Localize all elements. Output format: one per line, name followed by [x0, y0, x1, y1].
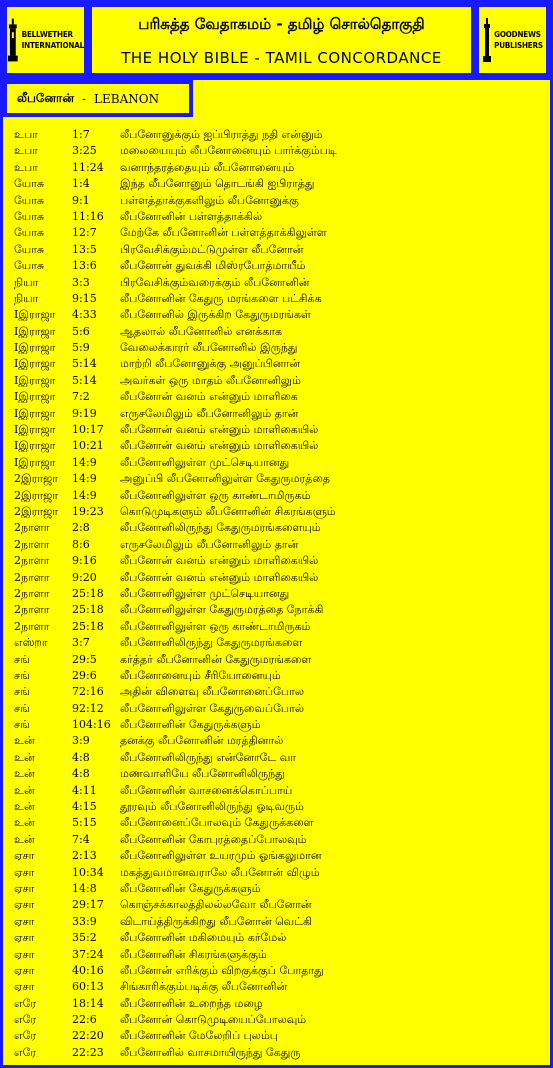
list-item — [14, 570, 544, 586]
entry-book: நியா — [14, 291, 39, 305]
entry-reference: 33:9 — [72, 914, 97, 928]
entry-reference: 29:5 — [72, 652, 97, 666]
entry-reference: 2:13 — [72, 849, 97, 863]
list-item — [14, 996, 544, 1012]
entry-book: உன் — [14, 734, 35, 748]
entry-book: Iஇராஜா — [14, 357, 56, 371]
entry-reference: 4:33 — [72, 308, 97, 322]
entry-text: கொஞ்சக்காலத்திலல்லவோ லீபனோன் — [120, 898, 312, 912]
entry-book: யோசு — [14, 193, 45, 207]
entry-reference: 8:6 — [72, 537, 90, 551]
entry-book: 2நாளா — [14, 603, 50, 617]
entry-book: உபா — [14, 128, 38, 141]
entry-text: மேற்கே லீபனோனின் பள்ளத்தாக்கிலுள்ள — [120, 226, 327, 240]
list-item — [14, 176, 544, 192]
entry-text: லீபனோனின் வாசனைக்கொப்பாய் — [120, 783, 293, 797]
entry-text: லீபனோனின் கோபுரத்தைப்போலவும் — [120, 832, 307, 846]
entry-text: லீபனோனின் சிகரங்களுக்கும் — [120, 947, 267, 961]
entry-reference: 19:23 — [72, 504, 104, 518]
list-item — [14, 1028, 544, 1044]
entry-text: வனாந்தரத்தையும் லீபனோனையும் — [120, 160, 295, 174]
entry-reference: 3:25 — [72, 144, 97, 158]
entry-reference: 9:16 — [72, 554, 97, 568]
tower-icon — [482, 18, 492, 62]
entry-text: லீபனோனின் கேதுருக்களும் — [120, 718, 261, 732]
list-item — [14, 520, 544, 536]
entry-book: 2நாளா — [14, 554, 50, 568]
entry-reference: 22:23 — [72, 1045, 104, 1059]
entry-reference: 13:5 — [72, 242, 97, 256]
list-item — [14, 488, 544, 504]
entry-text: லீபனோனிலுள்ள ஒரு காண்டாமிருகம் — [120, 488, 311, 502]
list-item — [14, 897, 544, 913]
entry-book: Iஇராஜா — [14, 439, 56, 453]
entry-text: அனுப்பி லீபனோனிலுள்ள கேதுருமரத்தை — [120, 472, 330, 486]
publisher-name-line: BELLWETHER — [21, 30, 73, 39]
entry-text: எருசலேமிலும் லீபனோனிலும் தான் — [120, 537, 299, 551]
entry-book: 2இராஜா — [14, 488, 59, 502]
entry-book: ஏசா — [14, 849, 35, 863]
list-item — [14, 733, 544, 749]
list-item — [14, 930, 544, 946]
entry-text: லீபனோன் வனம் என்னும் மாளிகையில் — [120, 423, 319, 437]
entry-reference: 5:14 — [72, 373, 97, 387]
entry-book: 2நாளா — [14, 586, 50, 600]
entry-text: லீபனோனையும் சீரியோனையும் — [120, 668, 281, 682]
entry-text: அதின் விளைவு லீபனோனைப்போல — [120, 685, 304, 699]
list-item — [14, 438, 544, 454]
entry-book: உன் — [14, 783, 35, 797]
list-item — [14, 553, 544, 569]
list-item — [14, 799, 544, 815]
entry-text: லீபனோன் வனம் என்னும் மாளிகையில் — [120, 554, 319, 568]
list-item — [14, 143, 544, 159]
entry-reference: 29:6 — [72, 668, 97, 682]
entry-book: Iஇராஜா — [14, 390, 56, 404]
entry-book: உபா — [14, 144, 38, 158]
publisher-name-line: PUBLISHERS — [494, 41, 543, 50]
entry-book: 2இராஜா — [14, 472, 59, 486]
entry-book: எரே — [14, 1045, 37, 1059]
list-item — [14, 815, 544, 831]
entry-text: லீபனோனிலுள்ள உயரமும் ஓங்கலுமான — [120, 849, 322, 863]
list-item — [14, 373, 544, 389]
entry-book: சங் — [14, 718, 30, 732]
entry-reference: 14:9 — [72, 455, 97, 469]
title-banner — [88, 3, 475, 77]
entry-book: 2இராஜா — [14, 504, 59, 518]
list-item — [14, 537, 544, 553]
list-item — [14, 193, 544, 209]
entry-reference: 4:11 — [72, 783, 97, 797]
entry-text: லீபனோனிலுள்ள ஒரு காண்டாமிருகம் — [120, 619, 311, 633]
entry-book: யோசு — [14, 177, 45, 191]
entry-book: ஏசா — [14, 931, 35, 945]
entry-reference: 1:7 — [72, 128, 90, 141]
list-item — [14, 258, 544, 274]
entry-reference: 22:20 — [72, 1029, 104, 1043]
entry-book: உன் — [14, 800, 35, 814]
entry-book: ஏசா — [14, 947, 35, 961]
entry-text: கொடுமுடிகளும் லீபனோனின் சிகரங்களும் — [120, 504, 336, 518]
entry-text: லீபனோனிலிருந்து கேதுருமரங்களையும் — [120, 521, 321, 535]
entry-book: Iஇராஜா — [14, 406, 56, 420]
entry-text: பிரவேசிக்கும்வரைக்கும் லீபனோனின் — [120, 275, 310, 289]
entry-book: சங் — [14, 685, 30, 699]
entry-text: லீபனோனிலுள்ள கேதுருமரத்தை நோக்கி — [120, 603, 324, 617]
entry-text: லீபனோனிலிருந்து என்னோடே வா — [120, 750, 297, 764]
entry-reference: 18:14 — [72, 996, 104, 1010]
list-item — [14, 783, 544, 799]
entry-book: எரே — [14, 1029, 37, 1043]
list-item — [14, 602, 544, 618]
entry-text: லீபனோனிலுள்ள முட்செடியானது — [120, 455, 290, 469]
entry-text: லீபனோன் எரிக்கும் விறகுக்குப் போதாது — [120, 963, 324, 977]
list-item — [14, 668, 544, 684]
entry-reference: 25:18 — [72, 619, 104, 633]
list-item — [14, 832, 544, 848]
topic-english: LEBANON — [94, 91, 160, 106]
publisher-logo-right — [475, 3, 550, 77]
publisher-name-line: GOODNEWS — [494, 30, 541, 39]
list-item — [14, 209, 544, 225]
entry-text: விடாய்த்திருக்கிறது லீபனோன் வெட்கி — [120, 914, 312, 928]
entry-text: லீபனோனின் கேதுருக்களும் — [120, 881, 261, 895]
list-item — [14, 1045, 544, 1061]
list-item — [14, 356, 544, 372]
list-item — [14, 504, 544, 520]
entry-book: உன் — [14, 832, 35, 846]
entry-text: ஆதலால் லீபனோனில் எனக்காக — [120, 324, 283, 338]
entry-book: உன் — [14, 767, 35, 781]
entry-reference: 2:8 — [72, 521, 90, 535]
entry-reference: 60:13 — [72, 980, 104, 994]
list-item — [14, 979, 544, 995]
topic-separator: - — [81, 91, 87, 106]
entry-book: சங் — [14, 652, 30, 666]
entry-reference: 14:9 — [72, 488, 97, 502]
list-item — [14, 848, 544, 864]
list-item — [14, 947, 544, 963]
entry-reference: 4:8 — [72, 767, 90, 781]
list-item — [14, 455, 544, 471]
entry-book: எரே — [14, 996, 37, 1010]
entry-text: லீபனோன் வனம் என்னும் மாளிகையில் — [120, 439, 319, 453]
list-item — [14, 619, 544, 635]
entry-reference: 25:18 — [72, 603, 104, 617]
entry-book: Iஇராஜா — [14, 308, 56, 322]
entry-text: மணவாளியே லீபனோனிலிருந்து — [120, 767, 285, 781]
list-item — [14, 717, 544, 733]
entry-text: லீபனோனிலுள்ள முட்செடியானது — [120, 586, 290, 600]
topic-heading — [3, 80, 193, 117]
entry-book: Iஇராஜா — [14, 324, 56, 338]
list-item — [14, 291, 544, 307]
entry-text: லீபனோனின் கேதுரு மரங்களை பட்சிக்க — [120, 291, 322, 305]
entry-text: கர்த்தர் லீபனோனின் கேதுருமரங்களை — [120, 652, 312, 666]
list-item — [14, 340, 544, 356]
entry-book: யோசு — [14, 259, 45, 273]
entry-reference: 92:12 — [72, 701, 104, 715]
entry-book: Iஇராஜா — [14, 423, 56, 437]
entry-book: சங் — [14, 668, 30, 682]
entry-reference: 9:20 — [72, 570, 97, 584]
entry-book: உன் — [14, 816, 35, 830]
entry-book: ஏசா — [14, 881, 35, 895]
entry-reference: 3:9 — [72, 734, 90, 748]
entry-book: Iஇராஜா — [14, 455, 56, 469]
entry-reference: 104:16 — [72, 718, 111, 732]
entry-reference: 7:2 — [72, 390, 90, 404]
bell-tower-icon — [7, 18, 19, 62]
entry-reference: 14:9 — [72, 472, 97, 486]
entry-reference: 25:18 — [72, 586, 104, 600]
entry-book: Iஇராஜா — [14, 373, 56, 387]
entry-text: லீபனோனின் மகிமையும் கர்மேல் — [120, 931, 287, 945]
entry-text: மாற்றி லீபனோனுக்கு அனுப்பினான் — [120, 357, 300, 371]
entry-text: லீபனோன் கொடுமுடியைப்போலவும் — [120, 1013, 307, 1027]
entry-reference: 9:1 — [72, 193, 90, 207]
entry-book: உன் — [14, 750, 35, 764]
entry-reference: 10:21 — [72, 439, 104, 453]
entry-reference: 35:2 — [72, 931, 97, 945]
entry-book: ஏசா — [14, 980, 35, 994]
entry-reference: 14:8 — [72, 881, 97, 895]
entry-book: 2நாளா — [14, 521, 50, 535]
entry-reference: 7:4 — [72, 832, 90, 846]
list-item — [14, 242, 544, 258]
entry-text: லீபனோனின் மேலேறிப் புலம்பு — [120, 1029, 278, 1043]
list-item — [14, 586, 544, 602]
entry-reference: 11:24 — [72, 160, 104, 174]
entry-reference: 9:19 — [72, 406, 97, 420]
entry-text: லீபனோன் வனம் என்னும் மாளிகை — [120, 390, 298, 404]
entry-book: எஸ்றா — [14, 636, 48, 650]
entry-reference: 12:7 — [72, 226, 97, 240]
entry-reference: 5:6 — [72, 324, 90, 338]
entry-text: லீபனோனைப்போலவும் கேதுருக்களை — [120, 816, 314, 830]
list-item — [14, 406, 544, 422]
list-item — [14, 881, 544, 897]
entry-book: Iஇராஜா — [14, 341, 56, 355]
entry-book: சங் — [14, 701, 30, 715]
entry-text: பள்ளத்தாக்குகளிலும் லீபனோனுக்கு — [120, 193, 299, 207]
entry-book: யோசு — [14, 209, 45, 223]
list-item — [14, 471, 544, 487]
list-item — [14, 766, 544, 782]
publisher-logo-left — [3, 3, 88, 77]
entry-text: லீபனோனிலிருந்து கேதுருமரங்களை — [120, 636, 303, 650]
title-english: THE HOLY BIBLE - TAMIL CONCORDANCE — [121, 49, 442, 67]
entry-text: இந்த லீபனோனும் தொடங்கி ஐபிராத்து — [120, 177, 315, 191]
entry-reference: 4:15 — [72, 800, 97, 814]
entry-text: லீபனோன் துவக்கி மிஸ்ரபோத்மாயீம் — [120, 259, 306, 273]
entry-text: வேலைக்காரர் லீபனோனில் இருந்து — [120, 341, 298, 355]
entry-reference: 37:24 — [72, 947, 104, 961]
entry-reference: 5:14 — [72, 357, 97, 371]
list-item — [14, 963, 544, 979]
entry-book: நியா — [14, 275, 39, 289]
publisher-name-line: INTERNATIONAL — [21, 41, 84, 50]
entry-reference: 3:7 — [72, 636, 90, 650]
topic-tamil: லீபனோன் — [17, 90, 74, 105]
list-item — [14, 307, 544, 323]
entry-reference: 40:16 — [72, 963, 104, 977]
entry-reference: 10:17 — [72, 423, 104, 437]
list-item — [14, 635, 544, 651]
entry-reference: 4:8 — [72, 750, 90, 764]
entry-book: ஏசா — [14, 914, 35, 928]
list-item — [14, 225, 544, 241]
concordance-list — [14, 127, 544, 1061]
entry-book: 2நாளா — [14, 537, 50, 551]
entry-text: லீபனோனில் வாசமாயிருந்து கேதுரு — [120, 1045, 301, 1059]
entry-text: லீபனோனின் உறைந்த மழை — [120, 996, 263, 1010]
list-item — [14, 324, 544, 340]
entry-book: உபா — [14, 160, 38, 174]
entry-text: லீபனோனில் இருக்கிற கேதுருமரங்கள் — [120, 308, 311, 322]
list-item — [14, 389, 544, 405]
entry-text: எருசலேமிலும் லீபனோனிலும் தான் — [120, 406, 299, 420]
list-item — [14, 865, 544, 881]
entry-reference: 9:15 — [72, 291, 97, 305]
entry-text: சிங்காரிக்கும்படிக்கு லீபனோனின் — [120, 980, 288, 994]
entry-reference: 22:6 — [72, 1013, 97, 1027]
entry-book: 2நாளா — [14, 570, 50, 584]
entry-book: 2நாளா — [14, 619, 50, 633]
entry-text: அவர்கள் ஒரு மாதம் லீபனோனிலும் — [120, 373, 301, 387]
entry-book: ஏசா — [14, 865, 35, 879]
entry-text: லீபனோன் வனம் என்னும் மாளிகையில் — [120, 570, 319, 584]
list-item — [14, 160, 544, 176]
list-item — [14, 127, 544, 143]
entry-reference: 11:16 — [72, 209, 104, 223]
entry-book: ஏசா — [14, 963, 35, 977]
entry-text: தூரவும் லீபனோனிலிருந்து ஓடிவரும் — [120, 800, 304, 814]
title-tamil: பரிசுத்த வேதாகமம் - தமிழ் சொல்தொகுதி — [138, 15, 425, 33]
entry-text: மலையையும் லீபனோனையும் பார்க்கும்படி — [120, 144, 337, 158]
list-item — [14, 914, 544, 930]
entry-book: யோசு — [14, 242, 45, 256]
entry-book: எரே — [14, 1013, 37, 1027]
entry-text: லீபனோனின் பள்ளத்தாக்கில் — [120, 209, 263, 223]
entry-text: பிரவேசிக்கும்மட்டுமுள்ள லீபனோன் — [120, 242, 304, 256]
entry-reference: 1:4 — [72, 177, 90, 191]
list-item — [14, 750, 544, 766]
list-item — [14, 701, 544, 717]
entry-book: ஏசா — [14, 898, 35, 912]
list-item — [14, 422, 544, 438]
entry-text: லீபனோனிலுள்ள கேதுருவைப்போல் — [120, 701, 304, 715]
list-item — [14, 684, 544, 700]
entry-book: யோசு — [14, 226, 45, 240]
entry-reference: 5:9 — [72, 341, 90, 355]
entry-text: லீபனோனுக்கும் ஐப்பிராத்து நதி என்னும் — [120, 128, 323, 141]
list-item — [14, 275, 544, 291]
entry-text: தனக்கு லீபனோனின் மரத்தினால் — [120, 734, 284, 748]
entry-reference: 10:34 — [72, 865, 104, 879]
entry-reference: 3:3 — [72, 275, 90, 289]
entry-reference: 29:17 — [72, 898, 104, 912]
list-item — [14, 652, 544, 668]
list-item — [14, 1012, 544, 1028]
entry-reference: 5:15 — [72, 816, 97, 830]
entry-text: மகத்துவமானவராலே லீபனோன் விழும் — [120, 865, 320, 879]
entry-reference: 72:16 — [72, 685, 104, 699]
entry-reference: 13:6 — [72, 259, 97, 273]
